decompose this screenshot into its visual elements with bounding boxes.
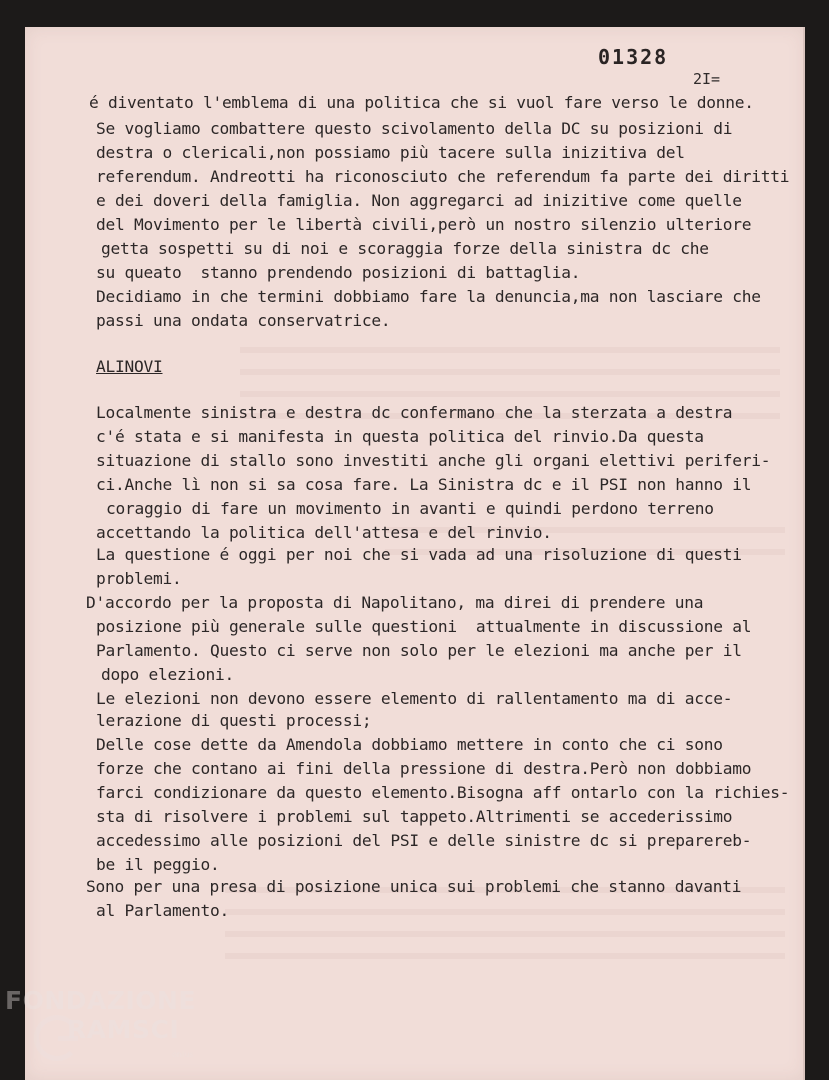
text-line: be il peggio. [96,855,220,874]
speaker-heading: ALINOVI [96,357,163,376]
text-line: accedessimo alle posizioni del PSI e delle sinistre dc si preparereb- [96,831,752,850]
text-line: é diventato l'emblema di una politica che si vuol fare verso le donne. [89,93,754,112]
text-line: lerazione di questi processi; [96,711,372,730]
text-line: situazione di stallo sono investiti anche gli organi elettivi periferi- [96,451,771,470]
watermark-g-bar [58,1036,78,1041]
text-line: getta sospetti su di noi e scoraggia forze della sinistra dc che [101,239,709,258]
text-line: referendum. Andreotti ha riconosciuto che referendum fa parte dei diritti [96,167,790,186]
text-line: accettando la politica dell'attesa e del rinvio. [96,523,552,542]
text-line: destra o clericali,non possiamo più tacere sulla inizitiva del [96,143,685,162]
document-page [25,27,805,1080]
text-line: c'é stata e si manifesta in questa politica del rinvio.Da questa [96,427,704,446]
page-number: 2I= [693,70,721,88]
text-line: sta di risolvere i problemi sul tappeto.Altrimenti se accederissimo [96,807,733,826]
text-line: e dei doveri della famiglia. Non aggregarci ad inizitive come quelle [96,191,742,210]
text-line: Sono per una presa di posizione unica sui problemi che stanno davanti [86,877,742,896]
text-line: La questione é oggi per noi che si vada ad una risoluzione di questi [96,545,742,564]
watermark-line3: onlus [172,1050,194,1059]
text-line: forze che contano ai fini della pressione di destra.Però non dobbiamo [96,759,752,778]
text-line: Delle cose dette da Amendola dobbiamo mettere in conto che ci sono [96,735,723,754]
text-line: coraggio di fare un movimento in avanti e quindi perdono terreno [106,499,714,518]
watermark-line2: RAMSCI [67,1015,180,1044]
text-line: dopo elezioni. [101,665,234,684]
page-edge [803,27,805,1080]
text-line: al Parlamento. [96,901,229,920]
text-line: passi una ondata conservatrice. [96,311,391,330]
text-line: problemi. [96,569,182,588]
text-line: Parlamento. Questo ci serve non solo per le elezioni ma anche per il [96,641,742,660]
watermark-line1: FONDAZIONE [5,986,197,1015]
text-line: del Movimento per le libertà civili,però un nostro silenzio ulteriore [96,215,752,234]
text-line: Decidiamo in che termini dobbiamo fare la denuncia,ma non lasciare che [96,287,761,306]
text-line: Le elezioni non devono essere elemento di rallentamento ma di acce- [96,689,733,708]
text-line: posizione più generale sulle questioni attualmente in discussione al [96,617,752,636]
text-line: Se vogliamo combattere questo scivolamento della DC su posizioni di [96,119,733,138]
text-line: su queato stanno prendendo posizioni di battaglia. [96,263,581,282]
archive-number: 01328 [598,45,669,69]
text-line: D'accordo per la proposta di Napolitano, ma direi di prendere una [86,593,704,612]
text-line: Localmente sinistra e destra dc confermano che la sterzata a destra [96,403,733,422]
text-line: ci.Anche lì non si sa cosa fare. La Sinistra dc e il PSI non hanno il [96,475,752,494]
text-line: farci condizionare da questo elemento.Bisogna aff ontarlo con la richies- [96,783,790,802]
